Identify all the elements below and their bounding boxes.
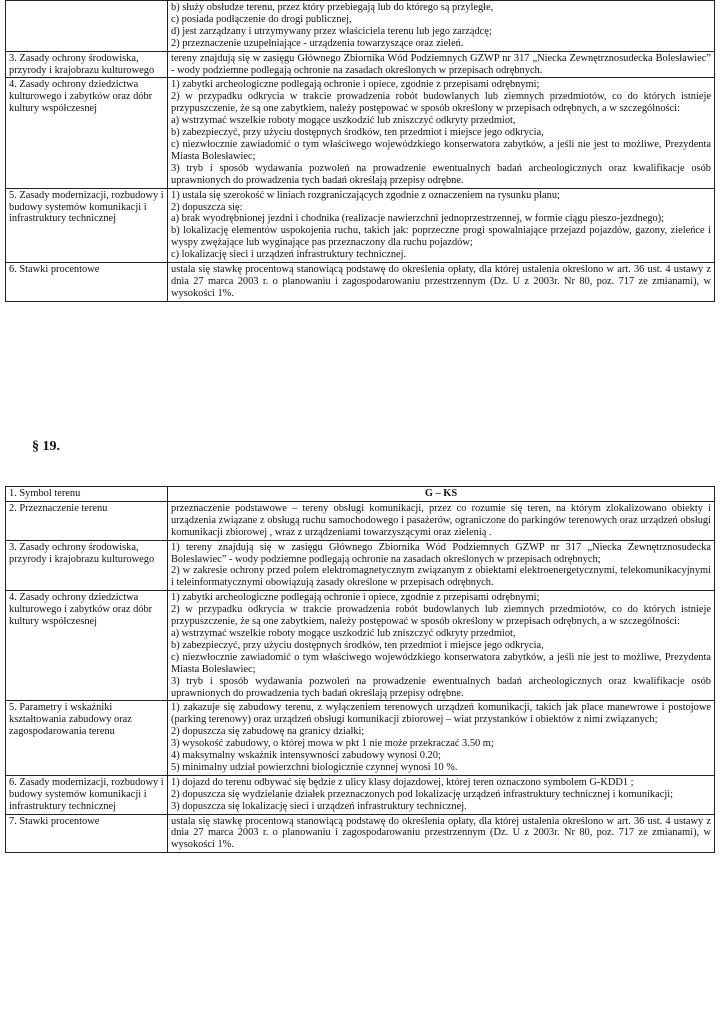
table-row	[6, 51, 715, 78]
list-item: b) lokalizację elementów uspokojenia ruchu, takich jak: poprzeczne progi spowalniające przejazd pojazdów, gazony, zieleńce i wyspy zwężające lub wyginające pas przeznaczony dla ruchu pojazdów;	[171, 225, 711, 249]
table-row	[6, 1, 715, 52]
list-item: 1) ustala się szerokość w liniach rozgraniczających zgodnie z oznaczeniem na rysunku planu;	[171, 189, 560, 201]
list-item: 3) dopuszcza się lokalizację sieci i urządzeń infrastruktury technicznej.	[171, 800, 467, 812]
row-label: 6. Stawki procentowe	[6, 263, 168, 302]
list-item: 5) minimalny udział powierzchni biologicznie czynnej wynosi 10 %.	[171, 761, 458, 773]
list-item: b) zabezpieczyć, przy użyciu dostępnych środków, ten przedmiot i miejsce jego odkrycia,	[171, 639, 544, 651]
list-item: tereny znajdują się w zasięgu Głównego Zbiornika Wód Podziemnych GZWP nr 317 „Niecka Zewnętrznosudecka Bolesławiec” - wody podziemne podlegają ochronie na zasadach określonych w przepisach odrębnych.	[171, 52, 711, 76]
list-item: 3) wysokość zabudowy, o której mowa w pkt 1 nie może przekraczać 3.50 m;	[171, 738, 494, 750]
list-item: c) posiada podłączenie do drogi publicznej,	[171, 13, 352, 25]
row-label: 7. Stawki procentowe	[6, 814, 168, 853]
list-item: 3) tryb i sposób wydawania pozwoleń na prowadzenie ewentualnych badań archeologicznych oraz kwalifikacje osób uprawnionych do prowadzenia tych badań określają przepisy odrębne.	[171, 675, 711, 699]
row-label: 3. Zasady ochrony środowiska, przyrody i krajobrazu kulturowego	[6, 540, 168, 591]
row-content	[168, 188, 715, 262]
row-label: 3. Zasady ochrony środowiska, przyrody i krajobrazu kulturowego	[6, 51, 168, 78]
list-item: ustala się stawkę procentową stanowiącą podstawę do określenia opłaty, dla której ustalenia określono w art. 36 ust. 4 ustawy z dnia 27 marca 2003 r. o planowaniu i zagospodarowaniu przestrzennym (Dz. U z 2003r. Nr 80, poz. 717 ze zmianami), w wysokości 1%.	[171, 815, 711, 851]
symbol-value: G – KS	[168, 487, 715, 502]
row-content	[168, 51, 715, 78]
list-item: 2) w przypadku odkrycia w trakcie prowadzenia robót budowlanych lub ziemnych przedmiotów, co do których istnieje przypuszczenie, że są one zabytkiem, należy postępować w sposób określony w przepisach odrębnych, a w szczególności:	[171, 91, 711, 115]
list-item: 1) tereny znajdują się w zasięgu Głównego Zbiornika Wód Podziemnych GZWP nr 317 „Niecka Zewnętrznosudecka Bolesławiec” - wody podziemne podlegają ochronie na zasadach określonych w przepisach odrębnych;	[171, 541, 711, 565]
list-item: b) zabezpieczyć, przy użyciu dostępnych środków, ten przedmiot i miejsce jego odkrycia,	[171, 127, 544, 139]
row-label: 5. Parametry i wskaźniki kształtowania zabudowy oraz zagospodarowania terenu	[6, 701, 168, 775]
row-label: 4. Zasady ochrony dziedzictwa kulturowego i zabytków oraz dóbr kultury współczesnej	[6, 591, 168, 701]
list-item: 2) dopuszcza się wydzielanie działek przeznaczonych pod lokalizację urządzeń infrastruktury technicznej i komunikacji;	[171, 788, 673, 800]
row-content	[168, 591, 715, 701]
list-item: c) niezwłocznie zawiadomić o tym właściwego wojewódzkiego konserwatora zabytków, a jeśli nie jest to możliwe, Prezydenta Miasta Bolesławiec;	[171, 138, 711, 162]
list-item: 1) dojazd do terenu odbywać się będzie z ulicy klasy dojazdowej, której teren oznaczono symbolem G-KDD1 ;	[171, 776, 634, 788]
list-item: 2) w zakresie ochrony przed polem elektromagnetycznym związanym z obiektami elektroenergetycznymi, telekomunikacyjnymi i teleinformatycznymi obowiązują zasady określone w przepisach odrębnych.	[171, 565, 711, 589]
row-content	[168, 701, 715, 775]
list-item: c) niezwłocznie zawiadomić o tym właściwego wojewódzkiego konserwatora zabytków, a jeśli nie jest to możliwe, Prezydenta Miasta Bolesławiec;	[171, 651, 711, 675]
list-item: c) lokalizację sieci i urządzeń infrastruktury technicznej.	[171, 249, 407, 261]
row-content	[168, 814, 715, 853]
table-row	[6, 814, 715, 853]
table-row	[6, 263, 715, 302]
row-content	[168, 78, 715, 188]
table-row	[6, 487, 715, 502]
row-label: 5. Zasady modernizacji, rozbudowy i budowy systemów komunikacji i infrastruktury technicznej	[6, 188, 168, 262]
list-item: 4) maksymalny wskaźnik intensywności zabudowy wynosi 0.20;	[171, 750, 441, 762]
table-row	[6, 78, 715, 188]
list-item: 2) przeznaczenie uzupełniające - urządzenia towarzyszące oraz zieleń.	[171, 37, 464, 49]
list-item: 2) dopuszcza się:	[171, 201, 243, 213]
list-item: 1) zakazuje się zabudowy terenu, z wyłączeniem terenowych urządzeń komunikacji, takich jak place manewrowe i postojowe (parking terenowy) oraz urządzeń obsługi komunikacji zbiorowej – wiat przystanków i obiektów z nimi związanych;	[171, 702, 711, 726]
table-row	[6, 188, 715, 262]
list-item: d) jest zarządzany i utrzymywany przez właściciela terenu lub jego zarządcę;	[171, 25, 492, 37]
row-label: 6. Zasady modernizacji, rozbudowy i budowy systemów komunikacji i infrastruktury technicznej	[6, 775, 168, 814]
list-item: a) wstrzymać wszelkie roboty mogące uszkodzić lub zniszczyć odkryty przedmiot,	[171, 627, 516, 639]
row-content	[168, 775, 715, 814]
row-content	[168, 1, 715, 52]
zoning-table-continued	[5, 0, 715, 302]
table-row	[6, 775, 715, 814]
table-row	[6, 540, 715, 591]
list-item: 1) zabytki archeologiczne podlegają ochronie i opiece, zgodnie z przepisami odrębnymi;	[171, 79, 540, 91]
list-item: 2) dopuszcza się zabudowę na granicy działki;	[171, 726, 365, 738]
row-label: 4. Zasady ochrony dziedzictwa kulturowego i zabytków oraz dóbr kultury współczesnej	[6, 78, 168, 188]
section-heading: § 19.	[32, 439, 60, 454]
list-item: ustala się stawkę procentową stanowiącą podstawę do określenia opłaty, dla której ustalenia określono w art. 36 ust. 4 ustawy z dnia 27 marca 2003 r. o planowaniu i zagospodarowaniu przestrzennym (Dz. U z 2003r. Nr 80, poz. 717 ze zmianami), w wysokości 1%.	[171, 264, 711, 299]
row-content	[168, 501, 715, 540]
row-label: 1. Symbol terenu	[6, 487, 168, 502]
row-label	[6, 1, 168, 52]
row-content	[168, 540, 715, 591]
table-row	[6, 501, 715, 540]
list-item: 3) tryb i sposób wydawania pozwoleń na prowadzenie ewentualnych badań archeologicznych oraz kwalifikacje osób uprawnionych do prowadzenia tych badań określają przepisy odrębne.	[171, 162, 711, 186]
list-item: 1) zabytki archeologiczne podlegają ochronie i opiece, zgodnie z przepisami odrębnymi;	[171, 592, 540, 604]
list-item: przeznaczenie podstawowe – tereny obsługi komunikacji, przez co rozumie się teren, na którym zlokalizowano obiekty i urządzenia związane z obsługą ruchu samochodowego i pasażerów, ograniczone do parkingów terenowych oraz urządzeń obsługi komunikacji zbiorowej , wraz z urządzeniami towarzyszącymi oraz zielenią .	[171, 502, 711, 538]
table-row	[6, 701, 715, 775]
list-item: 2) w przypadku odkrycia w trakcie prowadzenia robót budowlanych lub ziemnych przedmiotów, co do których istnieje przypuszczenie, że są one zabytkiem, należy postępować w sposób określony w przepisach odrębnych, a w szczególności:	[171, 604, 711, 628]
table-row	[6, 591, 715, 701]
zoning-table-g-ks	[5, 486, 715, 853]
list-item: a) wstrzymać wszelkie roboty mogące uszkodzić lub zniszczyć odkryty przedmiot,	[171, 115, 516, 127]
list-item: a) brak wyodrębnionej jezdni i chodnika (realizacje nawierzchni jednoprzestrzennej, w formie ciągu pieszo-jezdnego);	[171, 213, 665, 225]
row-content	[168, 263, 715, 302]
row-label: 2. Przeznaczenie terenu	[6, 501, 168, 540]
list-item: b) służy obsłudze terenu, przez który przebiegają lub do którego są przyległe,	[171, 2, 494, 13]
